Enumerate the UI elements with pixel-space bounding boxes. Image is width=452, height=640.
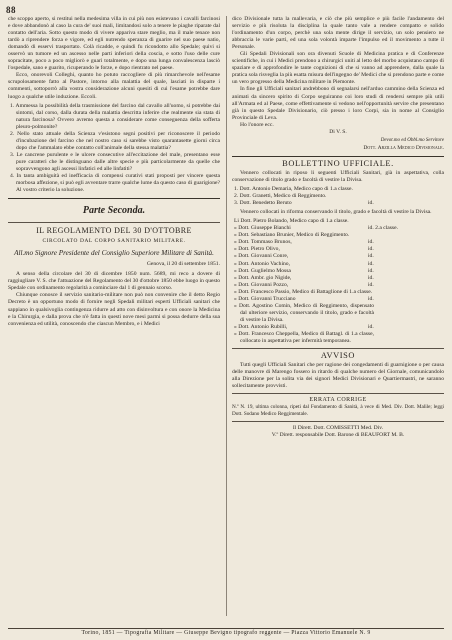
reformed-entry: » Dott. Giovanni Pozzo, id. [234,281,374,288]
letter-paragraph: A senso della circolare del 30 di dicembre 1850 num. 5689, mi reco a dovere di raggiugliare V. S. che l'attuazione del Regolamento del 30 d'ottobre 1850 ebbe luogo in questo Spedale con ordinamento regolarità a cominciare dal 1 di gennaio scorso. [8,271,220,292]
retired-entry: 3. Dott. Benedetto Beruto id. [234,200,374,207]
questions-list [8,103,220,195]
continue-paragraph: dico Divisionale tutta la mallevaria, e ciò che più semplice e più facile l'andamento del servizio e più risoluta la disciplina la quale tanto vale a rendere compatto e solido l'ordinamento d'un corpo, perchè una sola mente dirige il servizio, un solo pensiero ne abbraccia le varie parti, ed una sola volontà imparte l'impulso ed il movimento a tutte il Personale. [232,16,444,51]
question-item: 1. Ammessa la possibilità della trasmissione del farcino dal cavallo all'uomo, si potrebbe dai sintomi, dal corso, dalla durata della malattia descritta inferire che realmente sia stata di natura farcinosa? Ovvero avremo questa a considerare come conseguenza della sofferta pleuro-polmonite? [10,102,220,130]
divider [8,198,220,199]
reformed-entry: Li Dott. Pietro Bolando, Medico capo di 1.a classe. [234,218,349,225]
letter-paragraph: Chiunque conosce il servizio sanitario-militare non può non convenire che il detto Regio Decreto è un opportuno modo di fornire negli Spedali militari esperti Ufficiali sanitari che sappiano in qualsivoglia contingenza ridurre ad atto con disinvoltura e con onore la Medicina e la Chirurgia, e dalla prova che n'è fatta in questi nove mesi parmi si possa dedurre della sua convenienza ed utilità, conoscendo che ciascun Membro, e i Medici [8,292,220,327]
retired-entry: 1. Dott. Antonio Demaria, Medico capo di 1.a classe. [234,186,353,193]
reformed-entry: » Dott. Tommaso Brunos, id. [234,239,374,246]
divider [232,421,444,422]
editors-line: Il Dirett. Dott. COMISSETTI Med. Div. [292,425,384,432]
signoff-initials: Di V. S. [329,128,347,135]
reformed-list [232,218,444,345]
signoff-name: Dott. Arzilla Medico Divisionale. [363,144,444,151]
printer-footer: Torino, 1851 — Tipografia Militare — Giuseppe Bevigno tipografo reggente — Piazza Vittorio Emanuele N. 9 [8,628,444,636]
errata-title: ERRATA CORRIGE [309,397,367,404]
letter-date: Genova, il 20 di settembre 1851. [146,261,220,268]
intro-paragraph: che scoppo aperto, si restitui nella medesima villa in cui più non esistevano i cavalli farcinosi e dove abbandonò al caso la cura de' suoi mali, limitandosi solo a tenere le piaghe riparate dal contatto dell'aria. Sotto questo modo di vivere appariva stare meglio, ma il male tenace non tardò a riprendere forza e vigore, ed egli nutrendo speranza di guarire nel suo paese natio, domandò di esservi trasportato. Colà ricadde, e quindi fu ricondotto allo Spedale; quivi si osservò un tumore ed un ascesso nelle parti inferiori della coscia, e sotto l'uso delle cure sopracitate, poco a poco migliorò e guarì totalmente, e dopo una lunga convalescenza lasciò l'ospedale, sano e guarito, ricuperando le forze, e dopo rientrato nel paese. [8,16,220,72]
reformed-entry: » Dott. Antonio Vachino, id. [234,260,374,267]
question-item: 3. Le cancrene purulente e le ulcere consecutive all'eccitazione del male, presentano esse pure caratteri che le distinguano dalle altre specie e più particolarmente da quelle che sopravvengono agli ascessi linfatici ed alle linfatiti? [10,151,220,172]
reformed-entry: » Dott. Sebastiano Brunier, Medico di Reggimento. [234,232,350,239]
continue-paragraph: Gli Spedali Divisionali son ora divenuti Scuole di Medicina pratica e di Conferenze scientifiche, in cui i Medici prendono a chirurgici uniti al letto del morbo acquistano campo di spaziare e di approfondire le tante cognizioni di che si vanno ad apprendere, dalla quale la pratica sola risveglia la più esatta misura dell'ingegno de' Medici che si prendono parte e come un vero progresso della Medicina militare in Piemonte. [232,51,444,86]
divider [232,393,444,394]
divider [232,156,444,157]
question-item: 2. Nello stato attuale della Scienza v'esistono segni positivi per riconoscere il periodo d'incubazione del farcino che nel nostro caso si sarebbe visto quarantasette giorni circa dopo che l'ammalato ebbe contatto coll'animale della stessa malattia? [10,130,220,151]
errata-text: N.º N. 19, ultima colonna, ripeti dal Fondamento di Sanità, à vece di Med. Div. Dott. Malile; leggi Dott. Sodano Medico Reggimentale. [232,404,444,418]
letter-address: All.mo Signore Presidente del Consiglio Superiore Militare di Sanità. [14,249,214,258]
reformed-entry: » Dott. Pietro Olivo, id. [234,246,374,253]
reformed-entry: » Dott. Giovanni Conre, id. [234,253,374,260]
notice-text: Tutti quegli Ufficiali Sanitari che per ragione dei congedamenti di guarnigione o per causa delle manovre di Marengo fossero in ritardo di qualche numero del Giornale, comunicandolo alla Direzione per la solita via dei signori Medici Divisionari e Quartiermastri, ne saranno sollecitamente provvisti. [232,362,444,390]
reformed-entry: » Dott. Giovanni Trucciano id. [234,295,374,302]
retired-list [232,186,444,207]
bulletin-intro: Vennero collocati in riposo li seguenti Ufficiali Sanitari, già in aspettativa, colla conservazione di titolo grado e facoltà di vestire la Divisa. [232,169,444,183]
reformed-entry: » Dott. Ambr. gio Nigide, id. [234,274,374,281]
continue-paragraph: Ho l'onore ecc. [240,121,274,128]
right-column [232,16,444,440]
reformed-entry: » Dott. Agostino Comin, Medico di Reggimento, dispensato dal ulteriore servizio, conservando il titolo, grado e facoltà di vestire la Divisa. [234,302,374,323]
reformed-entry: » Dott. Giuseppe Bianchi id. 2.a classe. [234,225,398,232]
signoff-role: Devot.mo ed Obbl.mo Servitore [380,137,444,143]
continue-paragraph: In fine gli Ufficiali sanitari andrebbono di segnalarsi nell'arduo cammino della Scienza ed animati da sincero spirito di Corpo seguiranno coi loro studi di rendersi sempre più utili all'Armata ed al Paese, come effettivamente si vedono nell'opportunità servire che presentano già in questo Spedale Divisionario, ciò presso i loro Corpi, sia in nome al Consiglio Provinciale di Leva. [232,86,444,121]
intro-paragraph: Ecco, onorevoli Colleghi, quanto ho potuto raccogliere di più rimarchevole nell'esame scrupolosamente fatto al Pastore, intorno alla malattia del quale, lasciati in disparte i commenti, sottoporrò alla vostra considerazione alcuni quesiti di cui l'esame potrebbe dare luogo a qualche utile induzione. Eccoli. [8,72,220,100]
part-title: Parte Seconda. [82,205,146,217]
divider [232,348,444,349]
notice-title: AVVISO [320,351,356,361]
page-number: 88 [6,5,16,15]
column-rule [226,16,227,616]
divider [8,222,220,223]
regulation-title: IL REGOLAMENTO DEL 30 D'OTTOBRE [36,226,192,236]
reformed-entry: » Dott. Francesco Passio, Medico di Battaglione di 1.a classe. [234,288,373,295]
reform-intro: Vennero collocati in riforma conservando il titolo, grado e facoltà di vestire la Divisa. [240,209,432,216]
regulation-subtitle: CIRCOLATO DAL CORPO SANITARIO MILITARE. [42,238,186,245]
retired-entry: 2. Dott. Granetti, Medico di Reggimento. [234,193,327,200]
left-column [8,16,220,328]
responsible-line: V.º Dirett. responsabile Dott. Barone di BEAUFORT M. B. [271,432,405,439]
bulletin-title: BOLLETTINO UFFICIALE. [282,158,394,168]
reformed-entry: » Dott. Antonio Rubilli, id. [234,323,374,330]
question-item: 4. In tanta ambiguità ed inefficacia di compensi curativi stati proposti per vincere questa morbosa affezione, si può egli avventare trarre qualche lume da questo caso di guarigione? Al vostro criterio la soluzione. [10,173,220,194]
reformed-entry: » Dott. Francesco Cheppella, Medico di Battagl. di 1.a classe, collocato in aspettativa per infermità temporanea. [234,330,374,345]
reformed-entry: » Dott. Guglielmo Mossa id. [234,267,374,274]
